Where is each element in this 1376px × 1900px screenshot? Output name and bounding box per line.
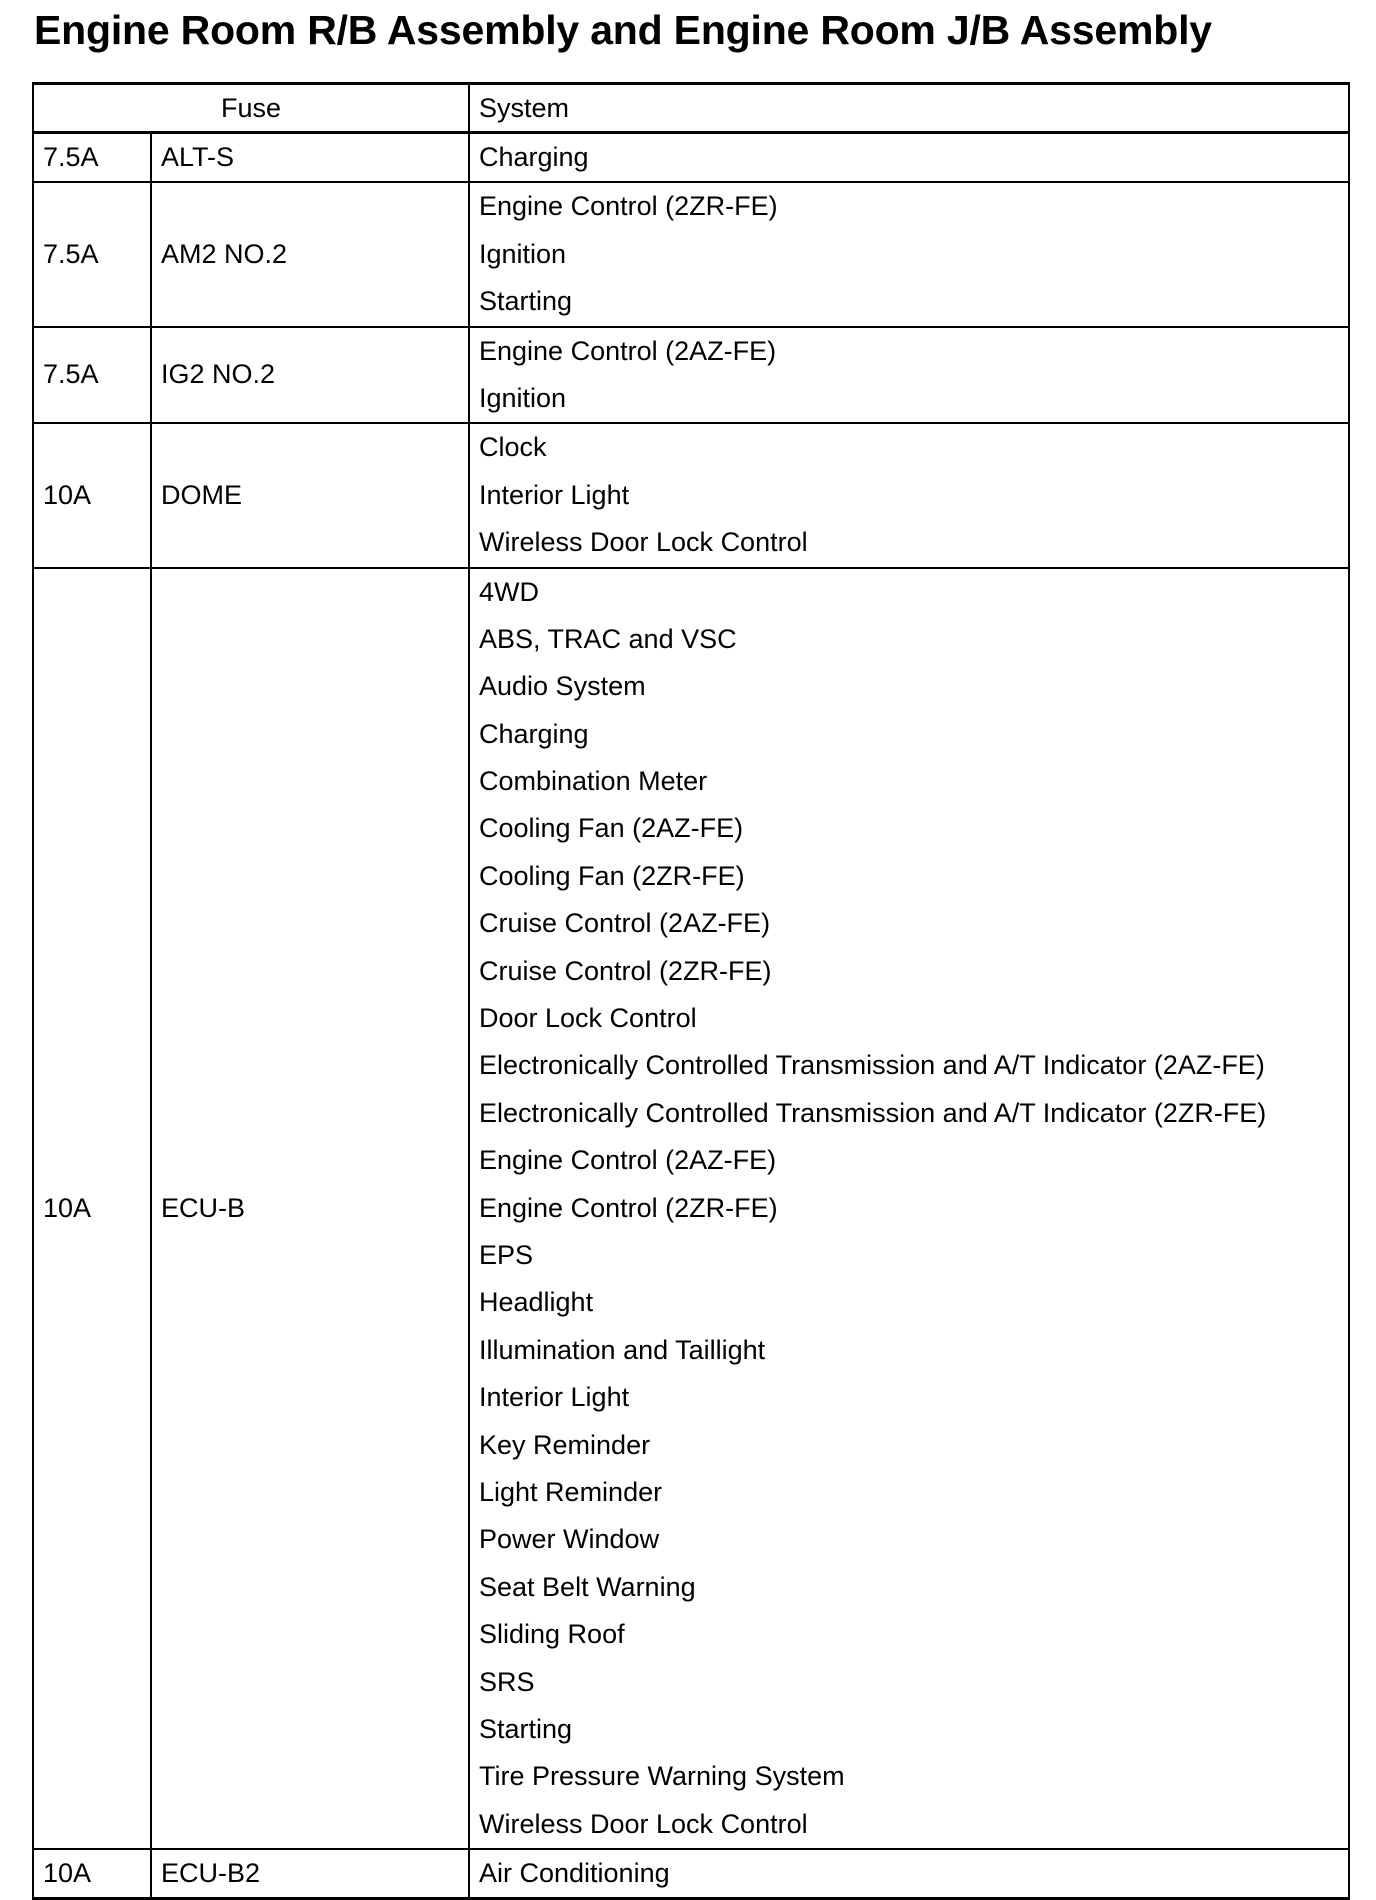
system-item: SRS	[479, 1666, 535, 1697]
system-item: Light Reminder	[479, 1476, 663, 1507]
system-item: 4WD	[479, 576, 539, 607]
fuse-amperage: 10A	[33, 1849, 151, 1899]
system-item: Engine Control (2AZ-FE)	[479, 1145, 777, 1176]
fuse-column-header: Fuse	[33, 84, 469, 133]
system-list	[469, 327, 1349, 424]
system-item: Clock	[479, 432, 547, 463]
system-item: Wireless Door Lock Control	[479, 1808, 808, 1839]
fuse-name: AM2 NO.2	[151, 182, 469, 326]
system-item: Charging	[479, 142, 589, 172]
system-item: Audio System	[479, 671, 646, 702]
fuse-name: ECU-B	[151, 568, 469, 1850]
system-item: ABS, TRAC and VSC	[479, 623, 737, 654]
system-item: Seat Belt Warning	[479, 1571, 696, 1602]
system-list	[469, 182, 1349, 326]
table-row	[33, 1849, 1349, 1899]
system-item: Sliding Roof	[479, 1619, 625, 1650]
system-item: Electronically Controlled Transmission and A/T Indicator (2ZR-FE)	[479, 1097, 1267, 1128]
system-item: Starting	[479, 286, 573, 317]
system-item: Tire Pressure Warning System	[479, 1761, 845, 1792]
system-item: Key Reminder	[479, 1429, 651, 1460]
system-item: Combination Meter	[479, 766, 708, 797]
system-list	[469, 423, 1349, 567]
fuse-amperage: 10A	[33, 423, 151, 567]
system-item: Engine Control (2ZR-FE)	[479, 191, 778, 222]
fuse-amperage: 10A	[33, 568, 151, 1850]
system-item: Headlight	[479, 1287, 594, 1318]
system-list	[469, 133, 1349, 183]
system-item: Engine Control (2AZ-FE)	[479, 335, 777, 366]
system-item: Ignition	[479, 382, 567, 413]
system-item: Interior Light	[479, 479, 630, 510]
system-item: Charging	[479, 718, 589, 749]
system-list	[469, 1849, 1349, 1899]
system-item: Air Conditioning	[479, 1858, 670, 1889]
fuse-amperage: 7.5A	[33, 182, 151, 326]
system-item: Power Window	[479, 1524, 660, 1555]
system-item: Wireless Door Lock Control	[479, 527, 808, 558]
system-item: Door Lock Control	[479, 1003, 697, 1034]
system-item: Cruise Control (2ZR-FE)	[479, 955, 772, 986]
fuse-amperage: 7.5A	[33, 327, 151, 424]
system-item: Starting	[479, 1713, 573, 1744]
system-item: EPS	[479, 1240, 534, 1270]
table-row	[33, 568, 1349, 1850]
system-item: Ignition	[479, 238, 567, 269]
system-item: Interior Light	[479, 1382, 630, 1413]
system-item: Engine Control (2ZR-FE)	[479, 1192, 778, 1223]
system-item: Illumination and Taillight	[479, 1334, 766, 1365]
system-item: Cruise Control (2AZ-FE)	[479, 908, 771, 939]
fuse-name: DOME	[151, 423, 469, 567]
table-header-row	[33, 84, 1349, 133]
table-row	[33, 133, 1349, 183]
table-row	[33, 182, 1349, 326]
fuse-table	[32, 82, 1350, 1900]
table-row	[33, 423, 1349, 567]
fuse-name: IG2 NO.2	[151, 327, 469, 424]
system-item: Cooling Fan (2ZR-FE)	[479, 860, 745, 891]
system-list	[469, 568, 1349, 1850]
page-title: Engine Room R/B Assembly and Engine Room J/B Assembly	[34, 7, 1212, 53]
fuse-amperage: 7.5A	[33, 133, 151, 183]
system-item: Cooling Fan (2AZ-FE)	[479, 813, 744, 844]
system-column-header: System	[469, 84, 1349, 133]
system-item: Electronically Controlled Transmission and A/T Indicator (2AZ-FE)	[479, 1050, 1265, 1081]
fuse-name: ALT-S	[151, 133, 469, 183]
fuse-name: ECU-B2	[151, 1849, 469, 1899]
table-row	[33, 327, 1349, 424]
